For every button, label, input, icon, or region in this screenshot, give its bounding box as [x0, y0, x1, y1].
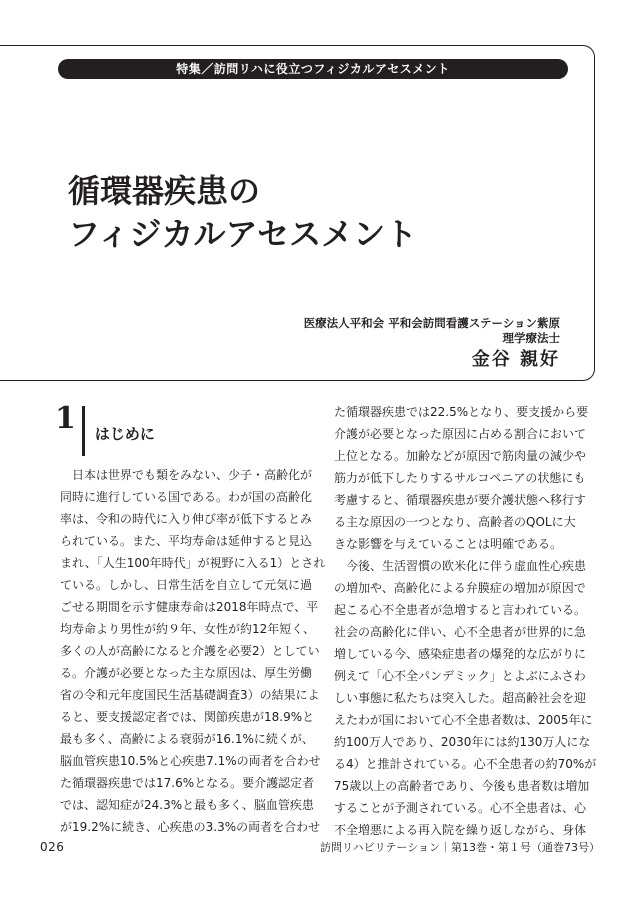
body-text-line: 起こる心不全患者が急増すると言われている。 — [334, 603, 587, 617]
body-text-line: しい事態に私たちは突入した。超高齢社会を迎 — [334, 691, 587, 705]
body-text-line: ごせる期間を示す健康寿命は2018年時点で、平 — [60, 600, 319, 614]
body-column-right — [334, 401, 597, 841]
body-text-line: きな影響を与えていることは明確である。 — [334, 537, 563, 551]
article-title — [68, 170, 417, 256]
body-text-line: 率は、令和の時代に入り伸び率が低下するとみ — [60, 512, 313, 526]
body-text-line: 75歳以上の高齢者であり、今後も患者数は増加 — [334, 779, 590, 793]
body-text-line: 考慮すると、循環器疾患が要介護状態へ移行す — [334, 493, 587, 507]
body-column-left — [60, 464, 326, 838]
body-text-line: 最も多く、高齢による衰弱が16.1%に続くが、 — [60, 732, 314, 746]
feature-label-bar: 特集／訪問リハに役立つフィジカルアセスメント — [58, 59, 568, 79]
body-text-line: することが予測されている。心不全患者は、心 — [334, 801, 587, 815]
body-text-line: 脳血管疾患10.5%と心疾患7.1%の両者を合わせ — [60, 754, 321, 768]
body-text-line: 上位となる。加齢などが原因で筋肉量の減少や — [334, 449, 587, 463]
body-text-line: えたわが国において心不全患者数は、2005年に — [334, 713, 593, 727]
body-text-line: が19.2%に続き、心疾患の3.3%の両者を合わせ — [60, 820, 321, 834]
body-text-line: 不全増悪による再入院を繰り返しながら、身体 — [334, 823, 587, 837]
body-text-line: 同時に進行している国である。わが国の高齢化 — [60, 490, 313, 504]
section-title: はじめに — [94, 425, 155, 443]
body-text-line: 例えて「心不全パンデミック」とよぶにふさわ — [334, 669, 586, 683]
body-text-line: 増している今、感染症患者の爆発的な広がりに — [334, 647, 587, 661]
body-text-line: 筋力が低下したりするサルコペニアの状態にも — [334, 471, 586, 485]
section-heading — [55, 402, 155, 462]
body-text-line: た循環器疾患では17.6%となる。要介護認定者 — [60, 776, 315, 790]
author-role: 理学療法士 — [502, 331, 560, 345]
body-text-line: る4）と推計されている。心不全患者の約70%が — [334, 757, 597, 771]
body-text-line: 介護が必要となった原因に占める割合において — [334, 427, 587, 441]
page-number: 026 — [40, 840, 65, 854]
body-text-line: ると、要支援認定者では、関節疾患が18.9%と — [60, 710, 315, 724]
body-text-line: ている。しかし、日常生活を自立して元気に過 — [60, 578, 313, 592]
author-affiliation: 医療法人平和会 平和会訪問看護ステーション紫原 — [303, 316, 560, 330]
body-text-line: 今後、生活習慣の欧米化に伴う虚血性心疾患 — [334, 559, 587, 573]
section-number: 1 — [55, 401, 76, 436]
body-text-line: 多くの人が高齢になると介護を必要2）としてい — [60, 644, 320, 658]
body-text-line: 約100万人であり、2030年には約130万人にな — [334, 735, 591, 749]
body-text-line: 社会の高齢化に伴い、心不全患者が世界的に急 — [334, 625, 587, 639]
journal-footer: 訪問リハビリテーション｜第13巻・第１号（通巻73号） — [319, 841, 600, 854]
author-name: 金谷 親好 — [471, 349, 560, 370]
author-block — [304, 316, 560, 372]
body-text-line: る主な原因の一つとなり、高齢者のQOLに大 — [334, 515, 576, 529]
body-text-line: の増加や、高齢化による弁膜症の増加が原因で — [334, 581, 586, 595]
section-divider — [82, 406, 85, 456]
body-text-line: 省の令和元年度国民生活基礎調査3）の結果によ — [60, 688, 320, 702]
body-text-line: られている。また、平均寿命は延伸すると見込 — [60, 534, 313, 548]
article-title-line-2: フィジカルアセスメント — [68, 215, 418, 253]
body-text-line: では、認知症が24.3%と最も多く、脳血管疾患 — [60, 798, 314, 812]
article-title-line-1: 循環器疾患の — [68, 172, 261, 210]
body-text-line: 均寿命より男性が約９年、女性が約12年短く、 — [60, 622, 316, 636]
body-text-line: 日本は世界でも類をみない、少子・高齢化が — [60, 468, 313, 482]
body-text-line: る。介護が必要となった主な原因は、厚生労働 — [60, 666, 313, 680]
body-text-line: まれ、「人生100年時代」が視野に入る1）とされ — [60, 556, 326, 570]
body-text-line: た循環器疾患では22.5%となり、要支援から要 — [334, 405, 589, 419]
